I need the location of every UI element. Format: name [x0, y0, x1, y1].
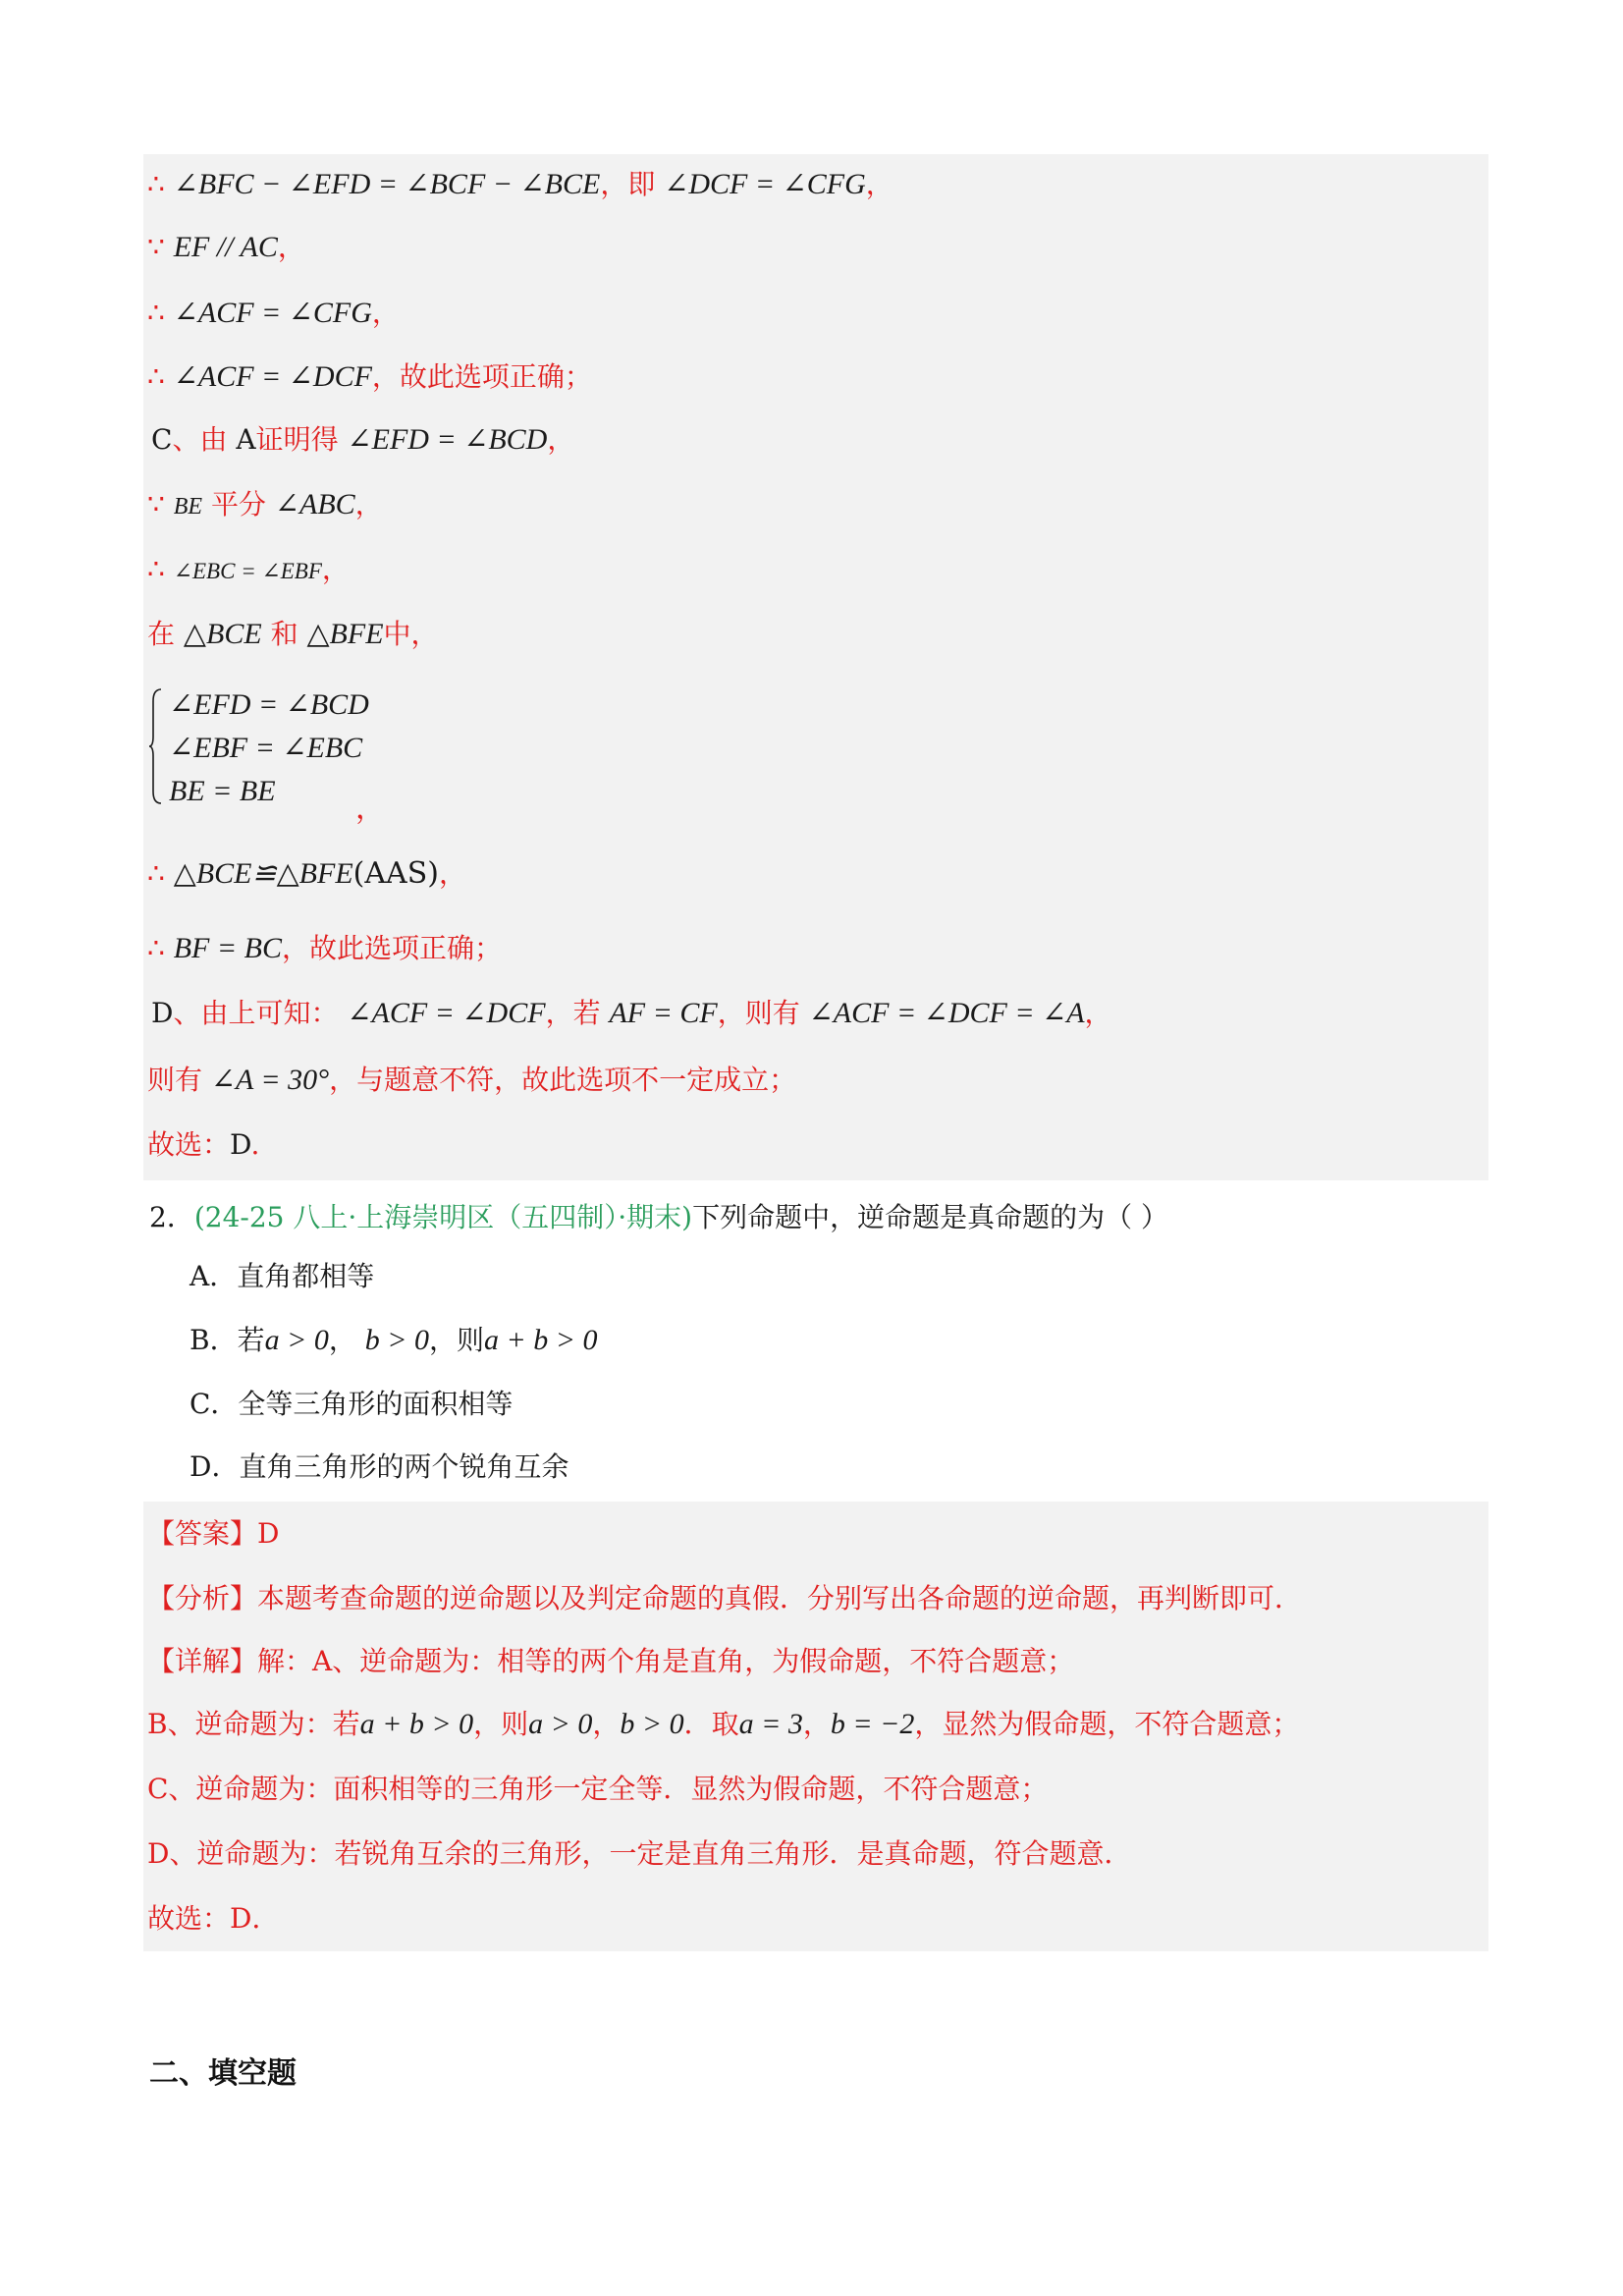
- solution-line-5: C、由 A证明得 ∠EFD = ∠BCD，: [151, 423, 575, 456]
- solution-line-8: 在 △BCE 和 △BFE中，: [147, 618, 439, 650]
- section-title: 二、填空题: [149, 2056, 297, 2091]
- system-row-3: BE = BE: [169, 775, 276, 807]
- option-a: A．直角都相等: [189, 1260, 375, 1292]
- option-b: B．若a > 0， b > 0，则a + b > 0: [189, 1324, 598, 1356]
- solution-line-13: 故选：D.: [147, 1128, 260, 1161]
- solution-line-3: ∴ ∠ACF = ∠CFG，: [147, 297, 400, 329]
- detail-line-c: C、逆命题为：面积相等的三角形一定全等．显然为假命题，不符合题意；: [147, 1773, 1049, 1805]
- solution-line-4: ∴ ∠ACF = ∠DCF，故此选项正确；: [147, 360, 592, 393]
- solution-line-1: ∴ ∠BFC − ∠EFD = ∠BCF − ∠BCE，即 ∠DCF = ∠CFG，: [147, 168, 893, 200]
- option-c: C．全等三角形的面积相等: [189, 1388, 514, 1420]
- question-source: (24-25 八上·上海崇明区（五四制）·期末): [193, 1201, 693, 1233]
- choice-line: 故选：D．: [147, 1902, 280, 1935]
- detail-line-b: B、逆命题为：若a + b > 0，则a > 0，b > 0．取a = 3，b = −2，显然为假命题，不符合题意；: [147, 1708, 1300, 1740]
- system-comma: ，: [355, 792, 385, 826]
- system-row-2: ∠EBF = ∠EBC: [169, 732, 363, 764]
- detail-line-d: D、逆命题为：若锐角互余的三角形，一定是直角三角形．是真命题，符合题意．: [147, 1837, 1132, 1870]
- solution-line-9: ∴ △BCE≌△BFE(AAS)，: [147, 856, 466, 891]
- analysis-line: 【分析】本题考查命题的逆命题以及判定命题的真假．分别写出各命题的逆命题，再判断即可．: [147, 1582, 1303, 1614]
- solution-line-6: ∵ BE 平分 ∠ABC，: [147, 488, 383, 520]
- left-brace-icon: [149, 687, 163, 805]
- question-stem: 下列命题中，逆命题是真命题的为（ ）: [692, 1201, 1169, 1233]
- solution-line-11: D、由上可知： ∠ACF = ∠DCF，若 AF = CF，则有 ∠ACF = ∠DCF = ∠A，: [151, 997, 1112, 1029]
- solution-line-10: ∴ BF = BC，故此选项正确；: [147, 932, 502, 964]
- solution-line-12: 则有 ∠A = 30°，与题意不符，故此选项不一定成立；: [147, 1064, 797, 1096]
- answer-line: 【答案】D: [147, 1517, 280, 1550]
- option-d: D．直角三角形的两个锐角互余: [189, 1450, 569, 1483]
- solution-line-2: ∵ EF // AC，: [147, 231, 305, 263]
- detail-line: 【详解】解：A、逆命题为：相等的两个角是直角，为假命题，不符合题意；: [147, 1645, 1075, 1677]
- solution-line-7: ∴ ∠EBC = ∠EBF，: [147, 553, 350, 585]
- question-number: 2．: [149, 1201, 194, 1233]
- question-2-header: [149, 1198, 1168, 1237]
- system-row-1: ∠EFD = ∠BCD: [169, 688, 369, 721]
